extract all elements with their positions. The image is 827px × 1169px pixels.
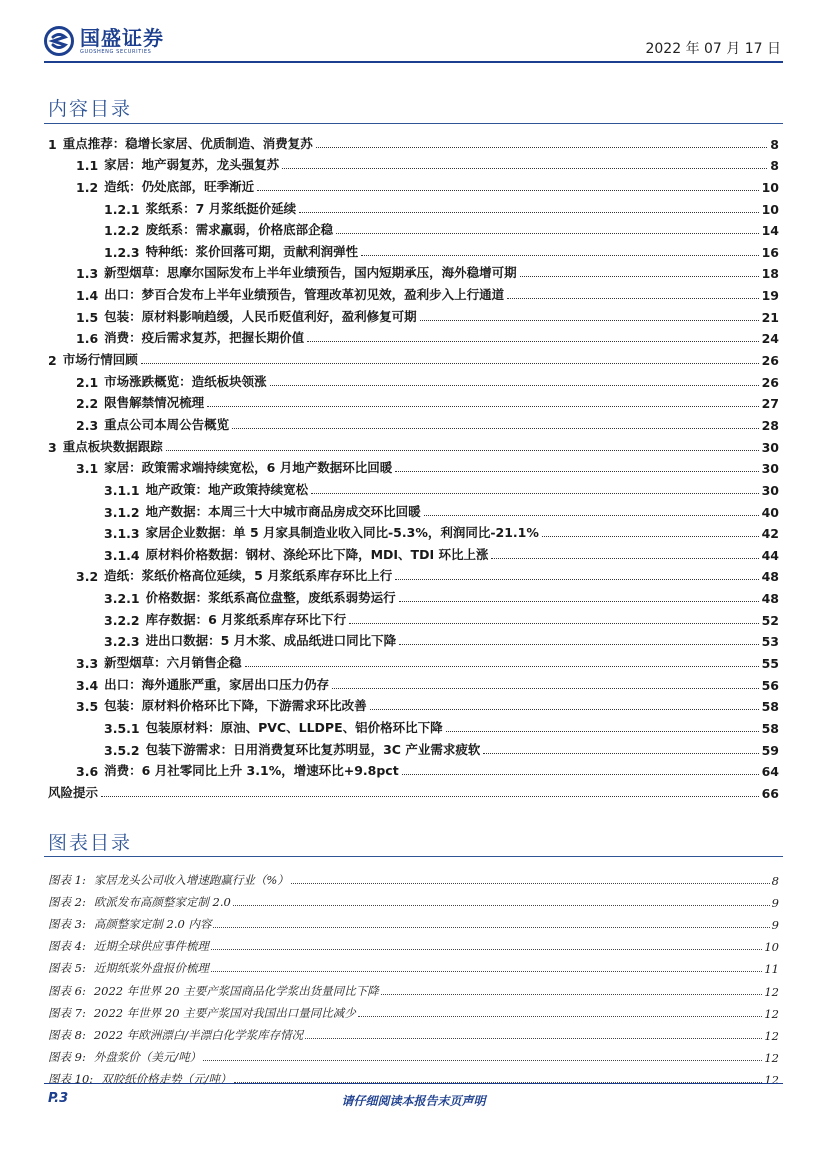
figure-entry[interactable] xyxy=(48,976,779,998)
toc-entry-number: 1.2.3 xyxy=(104,244,140,260)
brand-name-cn: 国盛证券 xyxy=(80,25,164,50)
toc-entry-title: 地产政策：地产政策持续宽松 xyxy=(145,481,309,497)
toc-entry-title: 地产数据：本周三十大中城市商品房成交环比回暖 xyxy=(145,503,421,519)
dot-leader xyxy=(542,536,759,537)
toc-entry-number: 3.5.1 xyxy=(104,720,140,736)
toc-entry-title: 限售解禁情况梳理 xyxy=(104,395,205,411)
toc-entry[interactable] xyxy=(48,455,779,477)
dot-leader xyxy=(399,644,758,645)
toc-entry-page: 42 xyxy=(761,526,779,542)
dot-leader xyxy=(358,1016,763,1017)
toc-entry-page: 44 xyxy=(761,547,779,563)
toc-entry-number: 3.6 xyxy=(76,764,99,780)
toc-entry-number: 1.1 xyxy=(76,158,99,174)
dot-leader xyxy=(245,666,759,667)
toc-entry[interactable] xyxy=(48,649,779,671)
dot-leader xyxy=(311,493,758,494)
figure-entry[interactable] xyxy=(48,954,779,976)
figure-entry-page: 12 xyxy=(764,1028,779,1043)
toc-entry-page: 27 xyxy=(761,396,779,412)
toc-entry[interactable] xyxy=(48,476,779,498)
figure-entry-page: 9 xyxy=(771,918,779,933)
toc-entry-number: 1.5 xyxy=(76,309,99,325)
figure-entry[interactable] xyxy=(48,1021,779,1043)
dot-leader xyxy=(291,883,770,884)
toc-entry-number: 3.3 xyxy=(76,656,99,672)
toc-entry-number: 3.2.3 xyxy=(104,634,140,650)
toc-entry[interactable] xyxy=(48,325,779,347)
toc-entry-number: 3.1 xyxy=(76,461,99,477)
toc-entry-number: 3.2 xyxy=(76,569,99,585)
dot-leader xyxy=(299,212,758,213)
toc-entry-title: 进出口数据：5 月木浆、成品纸进口同比下降 xyxy=(145,633,397,649)
figure-entry[interactable] xyxy=(48,866,779,888)
toc-entry-title: 风险提示 xyxy=(48,784,99,800)
dot-leader xyxy=(395,579,758,580)
figure-entry-number: 图表 10: xyxy=(48,1071,94,1086)
toc-entry-number: 2.1 xyxy=(76,374,99,390)
figure-entry-title: 近期纸浆外盘报价梳理 xyxy=(93,961,209,976)
figure-entry-title: 2022 年世界 20 主要产浆国对我国出口量同比减少 xyxy=(93,1005,356,1020)
toc-entry-title: 新型烟草：六月销售企稳 xyxy=(104,655,242,671)
figure-entry-page: 8 xyxy=(771,874,779,889)
toc-entry-title: 重点板块数据跟踪 xyxy=(62,438,163,454)
toc-entry-title: 原材料价格数据：钢材、涤纶环比下降，MDI、TDI 环比上涨 xyxy=(145,546,489,562)
toc-entry-page: 30 xyxy=(761,461,779,477)
toc-entry-title: 重点推荐：稳增长家居、优质制造、消费复苏 xyxy=(62,135,313,151)
toc-entry-title: 造纸：仍处底部，旺季渐近 xyxy=(104,178,255,194)
dot-leader xyxy=(483,753,758,754)
toc-entry[interactable] xyxy=(48,758,779,780)
toc-entry-title: 库存数据：6 月浆纸系库存环比下行 xyxy=(145,611,347,627)
dot-leader xyxy=(402,774,759,775)
toc-entry[interactable] xyxy=(48,195,779,217)
toc-entry[interactable] xyxy=(48,303,779,325)
dot-leader xyxy=(305,1038,762,1039)
toc-entry-page: 10 xyxy=(761,179,779,195)
toc-entry-title: 重点公司本周公告概览 xyxy=(104,416,230,432)
dot-leader xyxy=(349,623,758,624)
figure-entry-number: 图表 1: xyxy=(48,873,86,888)
page-header xyxy=(0,0,827,62)
toc-entry-page: 30 xyxy=(761,482,779,498)
dot-leader xyxy=(270,385,759,386)
toc-entry-page: 16 xyxy=(761,244,779,260)
toc-entry[interactable] xyxy=(48,584,779,606)
toc-entry-title: 家居企业数据：单 5 月家具制造业收入同比-5.3%，利润同比-21.1% xyxy=(145,525,539,541)
toc-entry-page: 52 xyxy=(761,612,779,628)
toc-entry-title: 造纸：浆纸价格高位延续，5 月浆纸系库存环比上行 xyxy=(104,568,393,584)
brand-logo xyxy=(44,26,164,56)
header-divider xyxy=(44,61,783,63)
figure-entry-page: 12 xyxy=(764,1072,779,1087)
toc-entry-title: 废纸系：需求羸弱，价格底部企稳 xyxy=(145,222,334,238)
dot-leader xyxy=(491,558,758,559)
toc-entry-page: 58 xyxy=(761,720,779,736)
toc-entry-title: 出口：梦百合发布上半年业绩预告，管理改革初见效，盈利步入上行通道 xyxy=(104,287,505,303)
toc-entry[interactable] xyxy=(48,173,779,195)
toc-entry-page: 21 xyxy=(761,309,779,325)
figure-entry-page: 9 xyxy=(771,896,779,911)
figure-entry-number: 图表 8: xyxy=(48,1027,86,1042)
toc-entry-title: 包装原材料：原油、PVC、LLDPE、铝价格环比下降 xyxy=(145,719,443,735)
toc-title: 内容目录 xyxy=(48,98,133,120)
figure-entry-page: 12 xyxy=(764,984,779,999)
toc-entry-page: 10 xyxy=(761,201,779,217)
toc-entry[interactable] xyxy=(48,714,779,736)
toc-entry-title: 消费：疫后需求复苏，把握长期价值 xyxy=(104,330,305,346)
toc-entry[interactable] xyxy=(48,563,779,585)
toc-entry[interactable] xyxy=(48,498,779,520)
page-number: P.3 xyxy=(48,1091,69,1106)
toc-entry-number: 3.2.1 xyxy=(104,591,140,607)
toc-entry-page: 48 xyxy=(761,569,779,585)
toc-entry[interactable] xyxy=(48,152,779,174)
dot-leader xyxy=(207,406,758,407)
footer-disclaimer: 请仔细阅读本报告末页声明 xyxy=(341,1094,486,1108)
toc-entry[interactable] xyxy=(48,779,779,801)
toc-entry[interactable] xyxy=(48,238,779,260)
toc-entry-title: 特种纸：浆价回落可期，贡献利润弹性 xyxy=(145,243,359,259)
brand-text xyxy=(80,27,164,56)
figure-entry-number: 图表 2: xyxy=(48,895,86,910)
dot-leader xyxy=(361,255,758,256)
toc-entry[interactable] xyxy=(48,671,779,693)
toc-entry-title: 消费：6 月社零同比上升 3.1%，增速环比+9.8pct xyxy=(104,763,399,779)
toc-title-divider xyxy=(44,123,783,124)
figure-entry-page: 12 xyxy=(764,1006,779,1021)
toc-entry-page: 8 xyxy=(770,158,779,174)
toc-entry-page: 30 xyxy=(761,439,779,455)
toc-entry-title: 价格数据：浆纸系高位盘整，废纸系弱势运行 xyxy=(145,590,396,606)
figure-entry-title: 双胶纸价格走势（元/吨） xyxy=(101,1071,232,1086)
toc-entry-number: 1.2.1 xyxy=(104,201,140,217)
figure-entry-page: 12 xyxy=(764,1050,779,1065)
toc-entry-page: 53 xyxy=(761,634,779,650)
toc-entry-page: 8 xyxy=(770,136,779,152)
toc-entry-page: 55 xyxy=(761,656,779,672)
dot-leader xyxy=(424,515,759,516)
dot-leader xyxy=(141,363,759,364)
dot-leader xyxy=(232,428,758,429)
dot-leader xyxy=(399,601,759,602)
table-of-contents xyxy=(48,130,779,801)
dot-leader xyxy=(370,709,759,710)
toc-entry-title: 家居：地产弱复苏，龙头强复苏 xyxy=(104,157,280,173)
figure-entry[interactable] xyxy=(48,1043,779,1065)
toc-entry[interactable] xyxy=(48,130,779,152)
dot-leader xyxy=(332,688,758,689)
figures-title: 图表目录 xyxy=(48,832,133,854)
toc-entry-number: 3.1.1 xyxy=(104,482,140,498)
toc-entry[interactable] xyxy=(48,390,779,412)
toc-entry-page: 48 xyxy=(761,591,779,607)
dot-leader xyxy=(507,298,758,299)
toc-entry[interactable] xyxy=(48,281,779,303)
figure-entry-title: 家居龙头公司收入增速跑赢行业（%） xyxy=(93,873,289,888)
toc-entry[interactable] xyxy=(48,346,779,368)
toc-entry[interactable] xyxy=(48,606,779,628)
toc-entry-page: 26 xyxy=(761,353,779,369)
toc-entry[interactable] xyxy=(48,368,779,390)
toc-entry-number: 1.2.2 xyxy=(104,223,140,239)
toc-entry-title: 新型烟草：思摩尔国际发布上半年业绩预告，国内短期承压，海外稳增可期 xyxy=(104,265,517,281)
figure-entry[interactable] xyxy=(48,999,779,1021)
figure-entry-title: 高颜整家定制 2.0 内容 xyxy=(93,917,212,932)
dot-leader xyxy=(213,927,769,928)
report-date: 2022 年 07 月 17 日 xyxy=(645,41,781,57)
dot-leader xyxy=(282,168,767,169)
toc-entry-number: 1.2 xyxy=(76,179,99,195)
toc-entry-title: 家居：政策需求端持续宽松，6 月地产数据环比回暖 xyxy=(104,460,393,476)
toc-entry-number: 3.5.2 xyxy=(104,742,140,758)
figure-entry-number: 图表 9: xyxy=(48,1049,86,1064)
toc-entry-number: 3.4 xyxy=(76,677,99,693)
toc-entry-number: 3.1.3 xyxy=(104,526,140,542)
toc-entry-page: 28 xyxy=(761,417,779,433)
toc-entry[interactable] xyxy=(48,260,779,282)
dot-leader xyxy=(211,949,763,950)
toc-entry-number: 1.3 xyxy=(76,266,99,282)
toc-entry-number: 2.3 xyxy=(76,417,99,433)
figure-entry-number: 图表 3: xyxy=(48,917,86,932)
toc-entry-page: 56 xyxy=(761,677,779,693)
figure-entry-number: 图表 6: xyxy=(48,983,86,998)
figure-entry-page: 11 xyxy=(764,962,779,977)
toc-entry-page: 26 xyxy=(761,374,779,390)
dot-leader xyxy=(101,796,759,797)
figure-entry[interactable] xyxy=(48,888,779,910)
dot-leader xyxy=(257,190,758,191)
toc-entry[interactable] xyxy=(48,411,779,433)
toc-entry-title: 包装下游需求：日用消费复环比复苏明显，3C 产业需求疲软 xyxy=(145,741,481,757)
guosheng-logo-icon xyxy=(44,26,74,56)
dot-leader xyxy=(166,450,759,451)
dot-leader xyxy=(381,994,763,995)
dot-leader xyxy=(395,471,758,472)
figure-entry-title: 2022 年世界 20 主要产浆国商品化学浆出货量同比下降 xyxy=(93,983,379,998)
toc-entry-page: 19 xyxy=(761,288,779,304)
dot-leader xyxy=(316,147,768,148)
toc-entry-page: 14 xyxy=(761,223,779,239)
toc-entry-title: 包装：原材料价格环比下降，下游需求环比改善 xyxy=(104,698,367,714)
figures-title-divider xyxy=(44,856,783,857)
toc-entry[interactable] xyxy=(48,736,779,758)
toc-entry-number: 3.1.4 xyxy=(104,547,140,563)
figure-entry-number: 图表 4: xyxy=(48,939,86,954)
dot-leader xyxy=(446,731,759,732)
figure-entry[interactable] xyxy=(48,910,779,932)
dot-leader xyxy=(420,320,759,321)
figure-entry[interactable] xyxy=(48,932,779,954)
toc-entry-number: 3.1.2 xyxy=(104,504,140,520)
toc-entry[interactable] xyxy=(48,628,779,650)
toc-entry-number: 3.5 xyxy=(76,699,99,715)
toc-entry-page: 59 xyxy=(761,742,779,758)
figure-entry-page: 10 xyxy=(764,940,779,955)
dot-leader xyxy=(211,971,763,972)
figure-entry-number: 图表 7: xyxy=(48,1005,86,1020)
dot-leader xyxy=(520,276,759,277)
brand-name-en: GUOSHENG SECURITIES xyxy=(80,48,152,55)
dot-leader xyxy=(336,233,758,234)
toc-entry-number: 1 xyxy=(48,136,57,152)
toc-entry[interactable] xyxy=(48,217,779,239)
dot-leader xyxy=(233,905,770,906)
toc-entry-number: 1.4 xyxy=(76,288,99,304)
figure-entry-title: 外盘浆价（美元/吨） xyxy=(93,1049,202,1064)
toc-entry-number: 3.2.2 xyxy=(104,612,140,628)
toc-entry-page: 18 xyxy=(761,266,779,282)
toc-entry-number: 2.2 xyxy=(76,396,99,412)
toc-entry-page: 24 xyxy=(761,331,779,347)
toc-entry-number: 2 xyxy=(48,353,57,369)
figure-entry-title: 2022 年欧洲漂白/半漂白化学浆库存情况 xyxy=(93,1027,304,1042)
toc-entry-title: 浆纸系：7 月浆纸挺价延续 xyxy=(145,200,297,216)
toc-entry-number: 3 xyxy=(48,439,57,455)
toc-entry-page: 66 xyxy=(761,785,779,801)
toc-entry-title: 市场涨跌概览：造纸板块领涨 xyxy=(104,373,267,389)
toc-entry[interactable] xyxy=(48,541,779,563)
toc-entry-page: 40 xyxy=(761,504,779,520)
figure-entry-number: 图表 5: xyxy=(48,961,86,976)
toc-entry[interactable] xyxy=(48,433,779,455)
toc-entry-title: 市场行情回顾 xyxy=(62,352,138,368)
toc-entry-number: 1.6 xyxy=(76,331,99,347)
toc-entry-page: 58 xyxy=(761,699,779,715)
footer-divider xyxy=(44,1083,783,1084)
figure-entry-title: 近期全球供应事件梳理 xyxy=(93,939,209,954)
figure-entry-title: 欧派发布高颜整家定制 2.0 xyxy=(93,895,231,910)
toc-entry-title: 出口：海外通胀严重，家居出口压力仍存 xyxy=(104,676,330,692)
dot-leader xyxy=(203,1060,762,1061)
list-of-figures xyxy=(48,866,779,1087)
toc-entry-title: 包装：原材料影响趋缓，人民币贬值利好，盈利修复可期 xyxy=(104,308,417,324)
toc-entry[interactable] xyxy=(48,520,779,542)
toc-entry-page: 64 xyxy=(761,764,779,780)
toc-entry[interactable] xyxy=(48,693,779,715)
dot-leader xyxy=(307,341,758,342)
